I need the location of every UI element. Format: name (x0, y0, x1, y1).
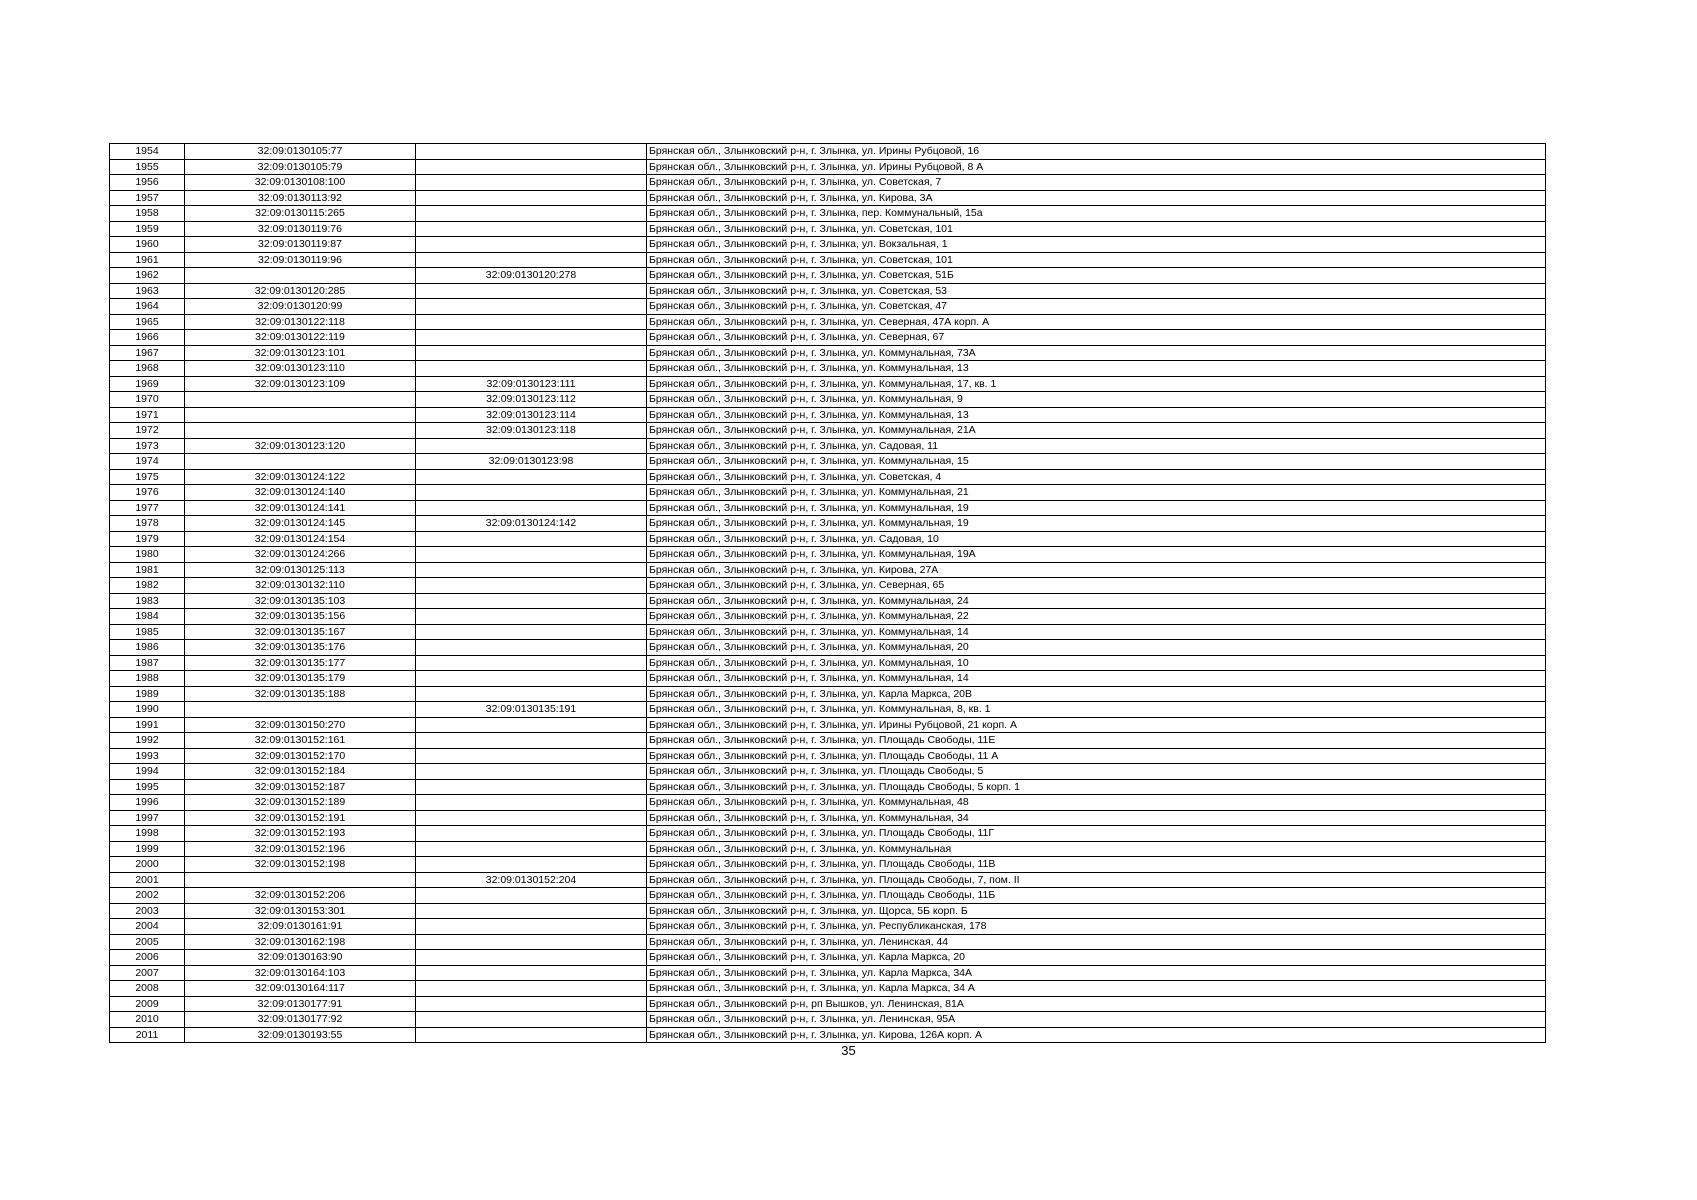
related-cadastral-number-cell (416, 671, 647, 687)
address-cell: Брянская обл., Злынковский р-н, г. Злынка, ул. Коммунальная, 34 (647, 810, 1546, 826)
address-cell: Брянская обл., Злынковский р-н, г. Злынка, ул. Коммунальная, 14 (647, 624, 1546, 640)
related-cadastral-number-cell (416, 950, 647, 966)
cadastral-number-cell: 32:09:0130152:170 (185, 748, 416, 764)
cadastral-number-cell: 32:09:0130152:189 (185, 795, 416, 811)
related-cadastral-number-cell (416, 237, 647, 253)
cadastral-number-cell: 32:09:0130164:103 (185, 965, 416, 981)
address-cell: Брянская обл., Злынковский р-н, г. Злынка, ул. Карла Маркса, 34А (647, 965, 1546, 981)
table-row (110, 407, 1546, 423)
address-cell: Брянская обл., Злынковский р-н, г. Злынка, ул. Площадь Свободы, 5 корп. 1 (647, 779, 1546, 795)
related-cadastral-number-cell (416, 485, 647, 501)
table-row (110, 159, 1546, 175)
row-number-cell: 1955 (110, 159, 185, 175)
address-cell: Брянская обл., Злынковский р-н, г. Злынка, ул. Советская, 4 (647, 469, 1546, 485)
table-row (110, 531, 1546, 547)
cadastral-number-cell: 32:09:0130123:101 (185, 345, 416, 361)
related-cadastral-number-cell (416, 252, 647, 268)
address-cell: Брянская обл., Злынковский р-н, г. Злынка, ул. Коммунальная, 8, кв. 1 (647, 702, 1546, 718)
related-cadastral-number-cell (416, 686, 647, 702)
cadastral-number-cell: 32:09:0130164:117 (185, 981, 416, 997)
related-cadastral-number-cell (416, 159, 647, 175)
address-cell: Брянская обл., Злынковский р-н, г. Злынка, ул. Коммунальная, 17, кв. 1 (647, 376, 1546, 392)
related-cadastral-number-cell (416, 1027, 647, 1043)
cadastral-number-cell: 32:09:0130135:179 (185, 671, 416, 687)
cadastral-number-cell: 32:09:0130162:198 (185, 934, 416, 950)
address-cell: Брянская обл., Злынковский р-н, г. Злынка, ул. Коммунальная, 9 (647, 392, 1546, 408)
cadastral-number-cell: 32:09:0130124:122 (185, 469, 416, 485)
cadastral-number-cell: 32:09:0130152:191 (185, 810, 416, 826)
address-cell: Брянская обл., Злынковский р-н, г. Злынка, ул. Карла Маркса, 20В (647, 686, 1546, 702)
row-number-cell: 1974 (110, 454, 185, 470)
related-cadastral-number-cell (416, 314, 647, 330)
row-number-cell: 1998 (110, 826, 185, 842)
row-number-cell: 1979 (110, 531, 185, 547)
table-row (110, 640, 1546, 656)
address-cell: Брянская обл., Злынковский р-н, г. Злынка, ул. Коммунальная, 19 (647, 500, 1546, 516)
table-row (110, 206, 1546, 222)
row-number-cell: 1981 (110, 562, 185, 578)
row-number-cell: 2004 (110, 919, 185, 935)
related-cadastral-number-cell (416, 500, 647, 516)
row-number-cell: 1971 (110, 407, 185, 423)
address-cell: Брянская обл., Злынковский р-н, г. Злынка, ул. Коммунальная, 20 (647, 640, 1546, 656)
table-row (110, 500, 1546, 516)
address-cell: Брянская обл., Злынковский р-н, рп Вышков, ул. Ленинская, 81А (647, 996, 1546, 1012)
table-row (110, 562, 1546, 578)
row-number-cell: 1961 (110, 252, 185, 268)
address-cell: Брянская обл., Злынковский р-н, г. Злынка, ул. Площадь Свободы, 11Е (647, 733, 1546, 749)
address-cell: Брянская обл., Злынковский р-н, г. Злынка, ул. Советская, 51Б (647, 268, 1546, 284)
related-cadastral-number-cell: 32:09:0130123:98 (416, 454, 647, 470)
address-cell: Брянская обл., Злынковский р-н, г. Злынка, ул. Садовая, 11 (647, 438, 1546, 454)
related-cadastral-number-cell (416, 221, 647, 237)
related-cadastral-number-cell (416, 903, 647, 919)
related-cadastral-number-cell (416, 144, 647, 160)
table-row (110, 376, 1546, 392)
table-row (110, 237, 1546, 253)
related-cadastral-number-cell (416, 562, 647, 578)
related-cadastral-number-cell (416, 624, 647, 640)
address-cell: Брянская обл., Злынковский р-н, г. Злынка, ул. Северная, 67 (647, 330, 1546, 346)
cadastral-number-cell (185, 702, 416, 718)
row-number-cell: 1954 (110, 144, 185, 160)
cadastral-number-cell: 32:09:0130123:110 (185, 361, 416, 377)
table-row (110, 283, 1546, 299)
table-row (110, 795, 1546, 811)
table-row (110, 1027, 1546, 1043)
table-row (110, 857, 1546, 873)
address-cell: Брянская обл., Злынковский р-н, г. Злынка, ул. Коммунальная, 13 (647, 407, 1546, 423)
cadastral-number-cell (185, 392, 416, 408)
address-cell: Брянская обл., Злынковский р-н, г. Злынка, ул. Советская, 47 (647, 299, 1546, 315)
cadastral-number-cell: 32:09:0130119:87 (185, 237, 416, 253)
address-cell: Брянская обл., Злынковский р-н, г. Злынка, ул. Ленинская, 95А (647, 1012, 1546, 1028)
table-row (110, 686, 1546, 702)
cadastral-number-cell: 32:09:0130119:96 (185, 252, 416, 268)
address-cell: Брянская обл., Злынковский р-н, г. Злынка, ул. Коммунальная, 22 (647, 609, 1546, 625)
cadastral-number-cell: 32:09:0130124:141 (185, 500, 416, 516)
address-cell: Брянская обл., Злынковский р-н, г. Злынка, ул. Карла Маркса, 20 (647, 950, 1546, 966)
row-number-cell: 2000 (110, 857, 185, 873)
cadastral-number-cell (185, 872, 416, 888)
related-cadastral-number-cell (416, 469, 647, 485)
row-number-cell: 1994 (110, 764, 185, 780)
cadastral-number-cell: 32:09:0130135:167 (185, 624, 416, 640)
table-row (110, 841, 1546, 857)
address-cell: Брянская обл., Злынковский р-н, г. Злынка, пер. Коммунальный, 15а (647, 206, 1546, 222)
cadastral-number-cell: 32:09:0130123:120 (185, 438, 416, 454)
cadastral-number-cell: 32:09:0130124:140 (185, 485, 416, 501)
table-row (110, 702, 1546, 718)
address-cell: Брянская обл., Злынковский р-н, г. Злынка, ул. Советская, 101 (647, 221, 1546, 237)
address-cell: Брянская обл., Злынковский р-н, г. Злынка, ул. Ленинская, 44 (647, 934, 1546, 950)
cadastral-number-cell: 32:09:0130177:92 (185, 1012, 416, 1028)
related-cadastral-number-cell (416, 578, 647, 594)
row-number-cell: 1990 (110, 702, 185, 718)
table-row (110, 175, 1546, 191)
address-cell: Брянская обл., Злынковский р-н, г. Злынка, ул. Площадь Свободы, 11Б (647, 888, 1546, 904)
row-number-cell: 1993 (110, 748, 185, 764)
related-cadastral-number-cell (416, 934, 647, 950)
cadastral-number-cell: 32:09:0130135:103 (185, 593, 416, 609)
address-cell: Брянская обл., Злынковский р-н, г. Злынка, ул. Коммунальная, 21 (647, 485, 1546, 501)
table-row (110, 547, 1546, 563)
table-row (110, 593, 1546, 609)
cadastral-number-cell: 32:09:0130135:176 (185, 640, 416, 656)
table-row (110, 779, 1546, 795)
row-number-cell: 1972 (110, 423, 185, 439)
address-cell: Брянская обл., Злынковский р-н, г. Злынка, ул. Кирова, 126А корп. А (647, 1027, 1546, 1043)
related-cadastral-number-cell (416, 795, 647, 811)
row-number-cell: 1999 (110, 841, 185, 857)
cadastral-number-cell: 32:09:0130120:99 (185, 299, 416, 315)
row-number-cell: 2008 (110, 981, 185, 997)
row-number-cell: 1957 (110, 190, 185, 206)
table-row (110, 965, 1546, 981)
row-number-cell: 1959 (110, 221, 185, 237)
table-row (110, 516, 1546, 532)
cadastral-number-cell: 32:09:0130120:285 (185, 283, 416, 299)
address-cell: Брянская обл., Злынковский р-н, г. Злынка, ул. Площадь Свободы, 7, пом. II (647, 872, 1546, 888)
address-cell: Брянская обл., Злынковский р-н, г. Злынка, ул. Ирины Рубцовой, 21 корп. А (647, 717, 1546, 733)
cadastral-number-cell (185, 454, 416, 470)
row-number-cell: 1983 (110, 593, 185, 609)
table-row (110, 361, 1546, 377)
cadastral-number-cell: 32:09:0130193:55 (185, 1027, 416, 1043)
address-cell: Брянская обл., Злынковский р-н, г. Злынка, ул. Республиканская, 178 (647, 919, 1546, 935)
register-table-body (110, 144, 1546, 1043)
table-row (110, 252, 1546, 268)
table-row (110, 826, 1546, 842)
address-cell: Брянская обл., Злынковский р-н, г. Злынка, ул. Коммунальная, 14 (647, 671, 1546, 687)
cadastral-number-cell: 32:09:0130115:265 (185, 206, 416, 222)
table-row (110, 919, 1546, 935)
cadastral-number-cell: 32:09:0130161:91 (185, 919, 416, 935)
table-row (110, 903, 1546, 919)
related-cadastral-number-cell (416, 857, 647, 873)
table-row (110, 671, 1546, 687)
related-cadastral-number-cell: 32:09:0130123:112 (416, 392, 647, 408)
cadastral-number-cell: 32:09:0130177:91 (185, 996, 416, 1012)
address-cell: Брянская обл., Злынковский р-н, г. Злынка, ул. Советская, 101 (647, 252, 1546, 268)
cadastral-number-cell: 32:09:0130135:156 (185, 609, 416, 625)
table-row (110, 764, 1546, 780)
row-number-cell: 2002 (110, 888, 185, 904)
row-number-cell: 2001 (110, 872, 185, 888)
address-cell: Брянская обл., Злынковский р-н, г. Злынка, ул. Коммунальная (647, 841, 1546, 857)
related-cadastral-number-cell (416, 345, 647, 361)
address-cell: Брянская обл., Злынковский р-н, г. Злынка, ул. Коммунальная, 73А (647, 345, 1546, 361)
table-row (110, 655, 1546, 671)
table-row (110, 469, 1546, 485)
address-cell: Брянская обл., Злынковский р-н, г. Злынка, ул. Коммунальная, 19 (647, 516, 1546, 532)
related-cadastral-number-cell (416, 531, 647, 547)
address-cell: Брянская обл., Злынковский р-н, г. Злынка, ул. Ирины Рубцовой, 16 (647, 144, 1546, 160)
table-row (110, 485, 1546, 501)
row-number-cell: 1988 (110, 671, 185, 687)
related-cadastral-number-cell (416, 841, 647, 857)
related-cadastral-number-cell: 32:09:0130123:114 (416, 407, 647, 423)
table-row (110, 299, 1546, 315)
related-cadastral-number-cell (416, 826, 647, 842)
related-cadastral-number-cell (416, 299, 647, 315)
related-cadastral-number-cell (416, 175, 647, 191)
address-cell: Брянская обл., Злынковский р-н, г. Злынка, ул. Северная, 65 (647, 578, 1546, 594)
cadastral-number-cell (185, 407, 416, 423)
cadastral-number-cell: 32:09:0130108:100 (185, 175, 416, 191)
row-number-cell: 1980 (110, 547, 185, 563)
row-number-cell: 1966 (110, 330, 185, 346)
row-number-cell: 2011 (110, 1027, 185, 1043)
cadastral-number-cell: 32:09:0130135:177 (185, 655, 416, 671)
address-cell: Брянская обл., Злынковский р-н, г. Злынка, ул. Коммунальная, 15 (647, 454, 1546, 470)
cadastral-number-cell: 32:09:0130105:77 (185, 144, 416, 160)
table-row (110, 221, 1546, 237)
address-cell: Брянская обл., Злынковский р-н, г. Злынка, ул. Кирова, 27А (647, 562, 1546, 578)
related-cadastral-number-cell (416, 733, 647, 749)
address-cell: Брянская обл., Злынковский р-н, г. Злынка, ул. Северная, 47А корп. А (647, 314, 1546, 330)
row-number-cell: 1977 (110, 500, 185, 516)
row-number-cell: 1987 (110, 655, 185, 671)
address-cell: Брянская обл., Злынковский р-н, г. Злынка, ул. Щорса, 5Б корп. Б (647, 903, 1546, 919)
row-number-cell: 1995 (110, 779, 185, 795)
related-cadastral-number-cell (416, 330, 647, 346)
cadastral-number-cell: 32:09:0130105:79 (185, 159, 416, 175)
related-cadastral-number-cell (416, 438, 647, 454)
row-number-cell: 1965 (110, 314, 185, 330)
address-cell: Брянская обл., Злынковский р-н, г. Злынка, ул. Ирины Рубцовой, 8 А (647, 159, 1546, 175)
row-number-cell: 1982 (110, 578, 185, 594)
cadastral-number-cell: 32:09:0130123:109 (185, 376, 416, 392)
table-row (110, 950, 1546, 966)
address-cell: Брянская обл., Злынковский р-н, г. Злынка, ул. Советская, 7 (647, 175, 1546, 191)
table-row (110, 872, 1546, 888)
cadastral-number-cell: 32:09:0130124:154 (185, 531, 416, 547)
table-row (110, 1012, 1546, 1028)
row-number-cell: 1991 (110, 717, 185, 733)
related-cadastral-number-cell (416, 547, 647, 563)
page-number: 35 (841, 1043, 856, 1058)
row-number-cell: 1969 (110, 376, 185, 392)
address-cell: Брянская обл., Злынковский р-н, г. Злынка, ул. Карла Маркса, 34 А (647, 981, 1546, 997)
related-cadastral-number-cell (416, 655, 647, 671)
cadastral-number-cell (185, 423, 416, 439)
address-cell: Брянская обл., Злынковский р-н, г. Злынка, ул. Коммунальная, 24 (647, 593, 1546, 609)
address-cell: Брянская обл., Злынковский р-н, г. Злынка, ул. Кирова, 3А (647, 190, 1546, 206)
table-row (110, 438, 1546, 454)
cadastral-number-cell: 32:09:0130152:206 (185, 888, 416, 904)
table-row (110, 144, 1546, 160)
related-cadastral-number-cell (416, 996, 647, 1012)
row-number-cell: 1970 (110, 392, 185, 408)
cadastral-number-cell: 32:09:0130122:118 (185, 314, 416, 330)
cadastral-number-cell: 32:09:0130132:110 (185, 578, 416, 594)
address-cell: Брянская обл., Злынковский р-н, г. Злынка, ул. Коммунальная, 21А (647, 423, 1546, 439)
related-cadastral-number-cell: 32:09:0130135:191 (416, 702, 647, 718)
related-cadastral-number-cell (416, 919, 647, 935)
row-number-cell: 2007 (110, 965, 185, 981)
address-cell: Брянская обл., Злынковский р-н, г. Злынка, ул. Коммунальная, 48 (647, 795, 1546, 811)
table-row (110, 888, 1546, 904)
related-cadastral-number-cell (416, 640, 647, 656)
cadastral-number-cell: 32:09:0130152:193 (185, 826, 416, 842)
row-number-cell: 2010 (110, 1012, 185, 1028)
cadastral-number-cell: 32:09:0130152:184 (185, 764, 416, 780)
cadastral-number-cell: 32:09:0130153:301 (185, 903, 416, 919)
cadastral-number-cell: 32:09:0130152:187 (185, 779, 416, 795)
table-row (110, 810, 1546, 826)
related-cadastral-number-cell: 32:09:0130123:111 (416, 376, 647, 392)
cadastral-number-cell: 32:09:0130152:196 (185, 841, 416, 857)
table-row (110, 934, 1546, 950)
related-cadastral-number-cell (416, 965, 647, 981)
row-number-cell: 2006 (110, 950, 185, 966)
row-number-cell: 1997 (110, 810, 185, 826)
table-row (110, 314, 1546, 330)
cadastral-number-cell: 32:09:0130125:113 (185, 562, 416, 578)
table-row (110, 330, 1546, 346)
cadastral-number-cell: 32:09:0130152:198 (185, 857, 416, 873)
related-cadastral-number-cell (416, 206, 647, 222)
related-cadastral-number-cell (416, 981, 647, 997)
cadastral-number-cell: 32:09:0130124:266 (185, 547, 416, 563)
cadastral-number-cell: 32:09:0130122:119 (185, 330, 416, 346)
cadastral-number-cell: 32:09:0130163:90 (185, 950, 416, 966)
address-cell: Брянская обл., Злынковский р-н, г. Злынка, ул. Площадь Свободы, 11Г (647, 826, 1546, 842)
row-number-cell: 2005 (110, 934, 185, 950)
address-cell: Брянская обл., Злынковский р-н, г. Злынка, ул. Коммунальная, 19А (647, 547, 1546, 563)
related-cadastral-number-cell (416, 779, 647, 795)
row-number-cell: 1960 (110, 237, 185, 253)
address-cell: Брянская обл., Злынковский р-н, г. Злынка, ул. Коммунальная, 13 (647, 361, 1546, 377)
row-number-cell: 1992 (110, 733, 185, 749)
address-cell: Брянская обл., Злынковский р-н, г. Злынка, ул. Площадь Свободы, 11В (647, 857, 1546, 873)
related-cadastral-number-cell: 32:09:0130120:278 (416, 268, 647, 284)
related-cadastral-number-cell: 32:09:0130124:142 (416, 516, 647, 532)
table-row (110, 733, 1546, 749)
table-row (110, 190, 1546, 206)
row-number-cell: 1975 (110, 469, 185, 485)
row-number-cell: 2009 (110, 996, 185, 1012)
row-number-cell: 1984 (110, 609, 185, 625)
table-row (110, 717, 1546, 733)
related-cadastral-number-cell: 32:09:0130123:118 (416, 423, 647, 439)
address-cell: Брянская обл., Злынковский р-н, г. Злынка, ул. Садовая, 10 (647, 531, 1546, 547)
related-cadastral-number-cell (416, 361, 647, 377)
row-number-cell: 1968 (110, 361, 185, 377)
table-row (110, 454, 1546, 470)
cadastral-number-cell: 32:09:0130113:92 (185, 190, 416, 206)
address-cell: Брянская обл., Злынковский р-н, г. Злынка, ул. Площадь Свободы, 11 А (647, 748, 1546, 764)
cadastral-number-cell (185, 268, 416, 284)
property-register-table (109, 143, 1546, 1043)
table-row (110, 423, 1546, 439)
row-number-cell: 2003 (110, 903, 185, 919)
table-row (110, 748, 1546, 764)
related-cadastral-number-cell (416, 283, 647, 299)
cadastral-number-cell: 32:09:0130124:145 (185, 516, 416, 532)
address-cell: Брянская обл., Злынковский р-н, г. Злынка, ул. Вокзальная, 1 (647, 237, 1546, 253)
row-number-cell: 1967 (110, 345, 185, 361)
related-cadastral-number-cell (416, 190, 647, 206)
row-number-cell: 1996 (110, 795, 185, 811)
cadastral-number-cell: 32:09:0130135:188 (185, 686, 416, 702)
table-row (110, 268, 1546, 284)
related-cadastral-number-cell (416, 748, 647, 764)
row-number-cell: 1985 (110, 624, 185, 640)
address-cell: Брянская обл., Злынковский р-н, г. Злынка, ул. Советская, 53 (647, 283, 1546, 299)
row-number-cell: 1986 (110, 640, 185, 656)
address-cell: Брянская обл., Злынковский р-н, г. Злынка, ул. Площадь Свободы, 5 (647, 764, 1546, 780)
related-cadastral-number-cell (416, 810, 647, 826)
row-number-cell: 1976 (110, 485, 185, 501)
row-number-cell: 1978 (110, 516, 185, 532)
table-row (110, 392, 1546, 408)
row-number-cell: 1964 (110, 299, 185, 315)
row-number-cell: 1989 (110, 686, 185, 702)
related-cadastral-number-cell (416, 1012, 647, 1028)
related-cadastral-number-cell (416, 764, 647, 780)
row-number-cell: 1956 (110, 175, 185, 191)
row-number-cell: 1963 (110, 283, 185, 299)
related-cadastral-number-cell: 32:09:0130152:204 (416, 872, 647, 888)
cadastral-number-cell: 32:09:0130119:76 (185, 221, 416, 237)
table-row (110, 345, 1546, 361)
related-cadastral-number-cell (416, 717, 647, 733)
row-number-cell: 1958 (110, 206, 185, 222)
row-number-cell: 1973 (110, 438, 185, 454)
table-row (110, 624, 1546, 640)
related-cadastral-number-cell (416, 593, 647, 609)
row-number-cell: 1962 (110, 268, 185, 284)
cadastral-number-cell: 32:09:0130150:270 (185, 717, 416, 733)
table-row (110, 996, 1546, 1012)
related-cadastral-number-cell (416, 888, 647, 904)
related-cadastral-number-cell (416, 609, 647, 625)
table-row (110, 981, 1546, 997)
table-row (110, 609, 1546, 625)
address-cell: Брянская обл., Злынковский р-н, г. Злынка, ул. Коммунальная, 10 (647, 655, 1546, 671)
table-row (110, 578, 1546, 594)
cadastral-number-cell: 32:09:0130152:161 (185, 733, 416, 749)
